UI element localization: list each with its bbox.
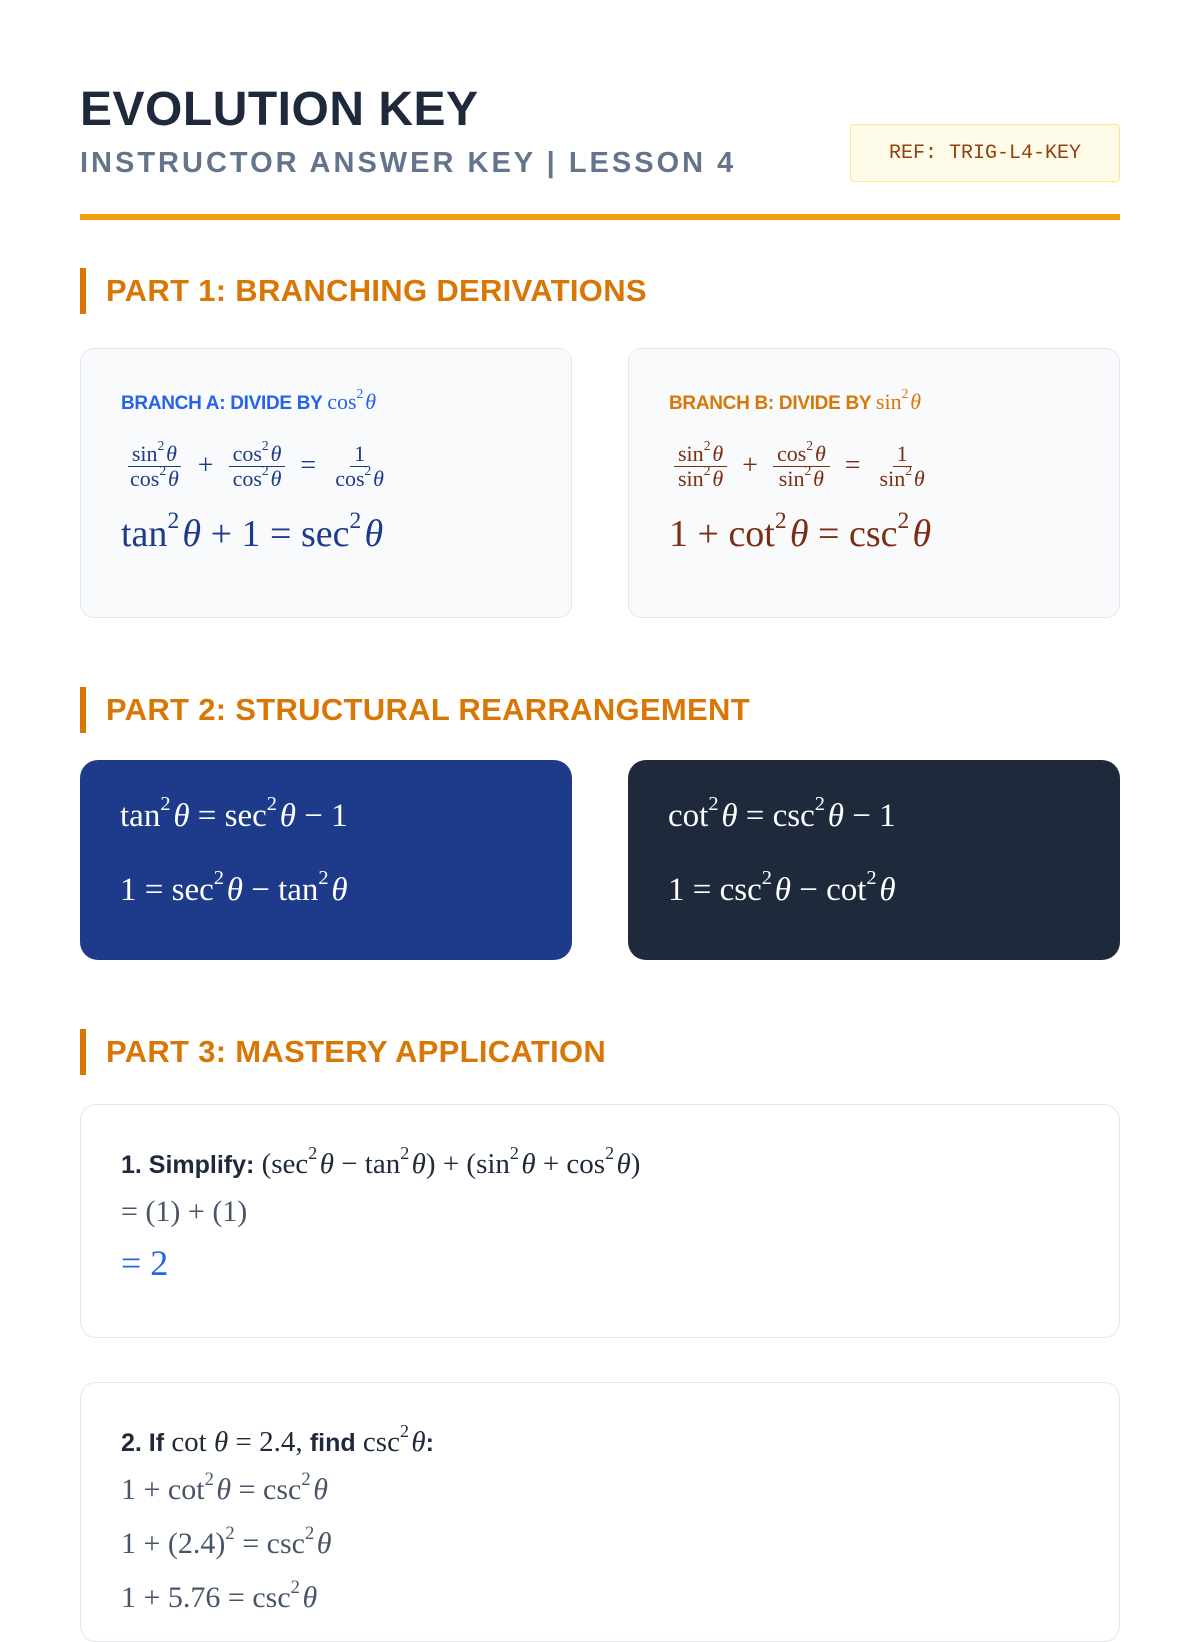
problem-2-step-3: $1 + 5.76 = \csc^2$ θ: [121, 1576, 318, 1614]
branch-b-label: BRANCH B: DIVIDE BY $\sin^2$ θ: [669, 386, 922, 414]
page-title: EVOLUTION KEY: [80, 83, 479, 136]
problem-2-step-1: $1 + \cot^2$ $\theta = \csc^2$ θ: [121, 1468, 328, 1506]
cot-csc-rearrangement-card: [628, 760, 1120, 960]
section-heading-part1: PART 1: BRANCHING DERIVATIONS: [80, 268, 647, 314]
problem-1-card: [80, 1104, 1120, 1338]
problem-1-question: 1. Simplify: ($\sec^2$ $\theta - \tan^2$ $\theta) + (\sin^2$ $\theta + \cos^2$ θ): [121, 1143, 641, 1180]
tan-sec-line-2: $1 = \sec^2$ $\theta - \tan^2$ θ: [120, 867, 348, 908]
branch-a-divisor: $\cos^2$ θ: [327, 386, 376, 414]
branch-b-result-identity: $1 + \cot^2$ $\theta = \csc^2$ θ: [669, 508, 932, 555]
problem-1-step: = (1) + (1): [121, 1195, 248, 1228]
branch-b-fraction-step: $\frac{\sin^2 \theta}{\sin^2 \theta}$ + $\frac{\cos^2 \theta}{\sin^2 \theta}$ = $\frac{1}{\sin^2 \theta}$: [669, 437, 1079, 495]
cot-csc-line-1: $\cot^2$ $\theta = \csc^2$ θ − 1: [668, 793, 896, 834]
section-heading-part3: PART 3: MASTERY APPLICATION: [80, 1029, 606, 1075]
tan-sec-rearrangement-card: [80, 760, 572, 960]
problem-2-question: 2. If cot θ = 2.4, find $\csc^2$ θ:: [121, 1421, 434, 1458]
header-divider: [80, 214, 1120, 220]
page-subtitle: INSTRUCTOR ANSWER KEY | LESSON 4: [80, 147, 737, 179]
branch-a-card: [80, 348, 572, 618]
branch-b-divisor: $\sin^2$ θ: [875, 386, 922, 414]
branch-a-label: BRANCH A: DIVIDE BY $\cos^2$ θ: [121, 386, 376, 414]
branch-b-card: [628, 348, 1120, 618]
tan-sec-line-1: $\tan^2$ $\theta = \sec^2$ θ − 1: [120, 793, 348, 834]
problem-2-step-2: $1 + (2.4)^2 = \csc^2$ θ: [121, 1522, 332, 1560]
reference-badge: REF: TRIG-L4-KEY: [850, 124, 1120, 182]
problem-1-answer: = 2: [121, 1243, 169, 1283]
problem-2-card: [80, 1382, 1120, 1642]
branch-a-fraction-step: $\frac{\sin^2 \theta}{\cos^2 \theta}$ + $\frac{\cos^2 \theta}{\cos^2 \theta}$ = $\frac{1}{\cos^2 \theta}$: [121, 437, 531, 495]
section-heading-part2: PART 2: STRUCTURAL REARRANGEMENT: [80, 687, 750, 733]
branch-a-result-identity: $\tan^2$ $\theta + 1 = \sec^2$ θ: [121, 508, 384, 555]
cot-csc-line-2: $1 = \csc^2$ $\theta - \cot^2$ θ: [668, 867, 896, 908]
